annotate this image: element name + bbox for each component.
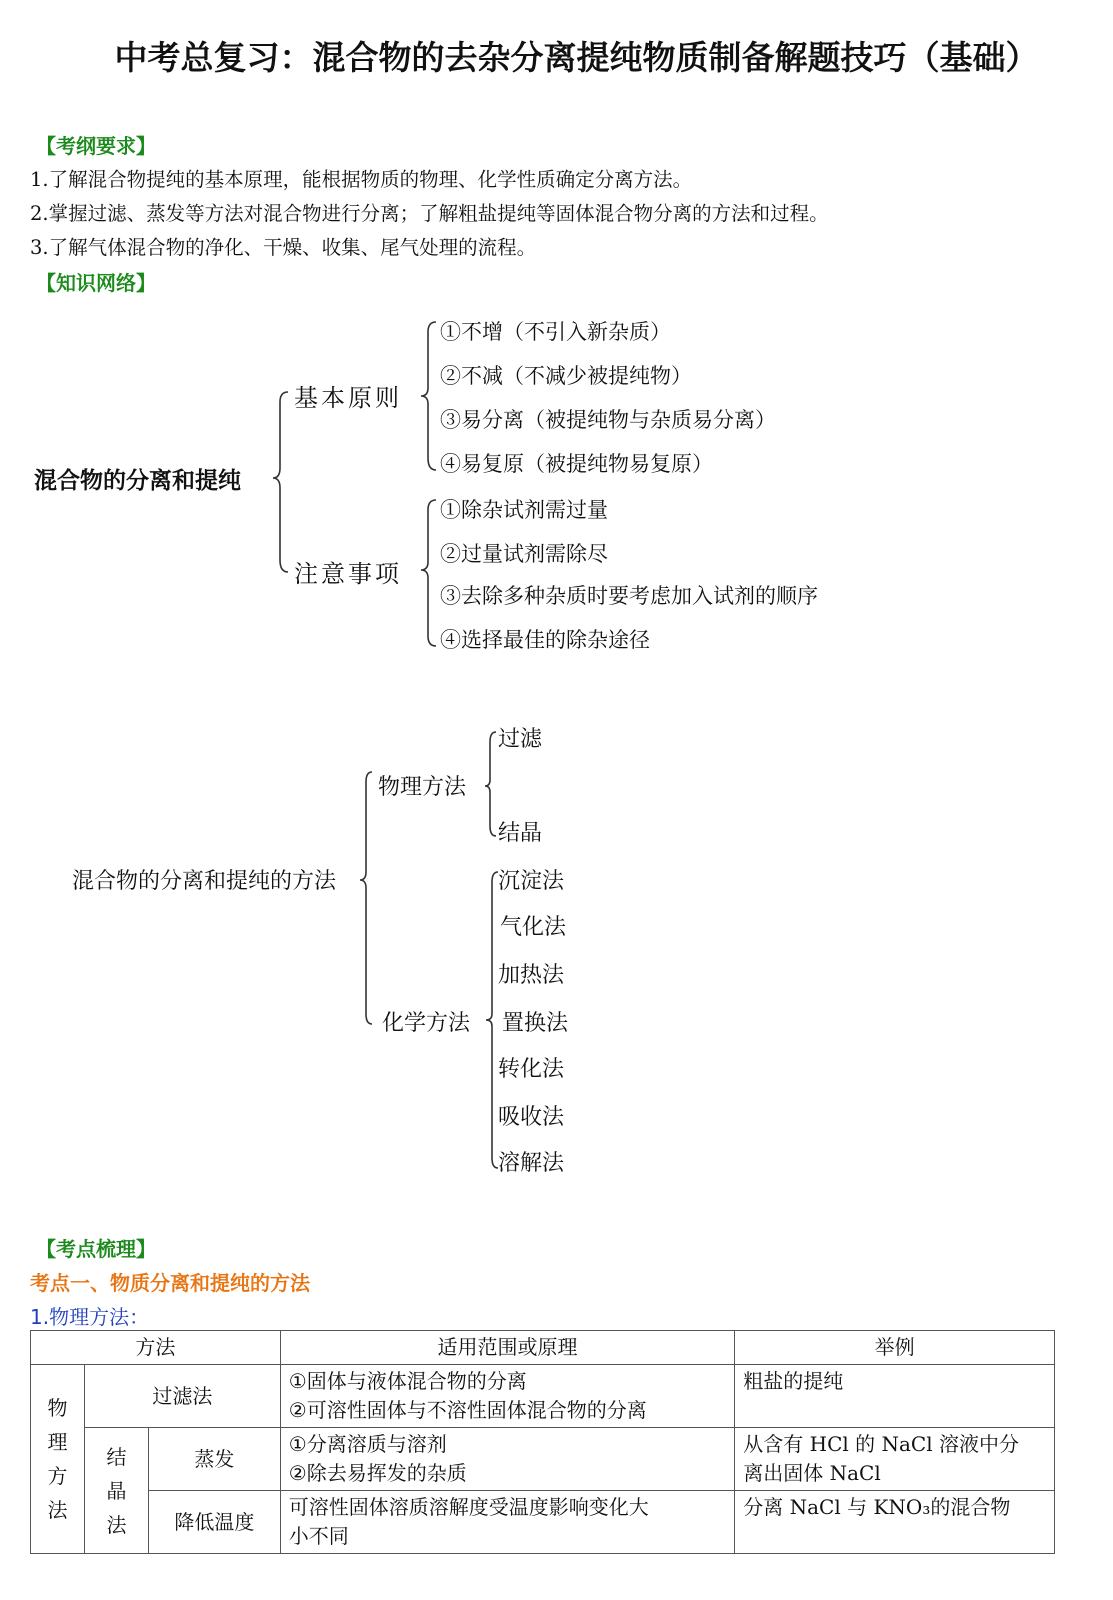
diagram2-item: 加热法: [498, 963, 565, 988]
diagram2-item: 沉淀法: [498, 869, 565, 894]
diagram1-item: ①不增（不引入新杂质）: [440, 320, 671, 344]
points-heading: 【考点梳理】: [36, 1237, 156, 1261]
principle-cell: [280, 1365, 734, 1428]
syllabus-heading: 【考纲要求】: [36, 134, 156, 158]
principle-line: ②可溶性固体与不溶性固体混合物的分离: [288, 1398, 647, 1422]
point1-heading: 考点一、物质分离和提纯的方法: [30, 1271, 310, 1295]
diagram2-item: 置换法: [502, 1011, 569, 1036]
page-title: 中考总复习：混合物的去杂分离提纯物质制备解题技巧（基础）: [114, 38, 1039, 77]
example-line: 离出固体 NaCl: [743, 1461, 881, 1485]
diagram2-item: 转化法: [498, 1057, 565, 1082]
example-cell: [735, 1428, 1055, 1491]
diagram1-item: ②不减（不减少被提纯物）: [440, 364, 692, 388]
principle-line: 小不同: [288, 1524, 349, 1548]
crystal-label: 结 晶 法: [106, 1444, 127, 1537]
principle-cell: [280, 1428, 734, 1491]
category-cell: [31, 1365, 85, 1554]
diagram2-item: 气化法: [500, 915, 567, 940]
syllabus-item: 1.了解混合物提纯的基本原理，能根据物质的物理、化学性质确定分离方法。: [30, 168, 693, 191]
table-row: [31, 1428, 1055, 1491]
diagram2-item: 过滤: [498, 727, 543, 752]
diagram2-group-label: 化学方法: [382, 1011, 471, 1036]
example-cell: [735, 1491, 1055, 1554]
method-cell: 降低温度: [148, 1491, 280, 1554]
syllabus-item: 3.了解气体混合物的净化、干燥、收集、尾气处理的流程。: [30, 236, 537, 259]
diagram2-root: 混合物的分离和提纯的方法: [72, 869, 337, 894]
diagram1-item: ③易分离（被提纯物与杂质易分离）: [440, 408, 776, 432]
diagram1-group-label: 基本原则: [294, 384, 402, 412]
diagram1-group-label: 注意事项: [294, 560, 402, 588]
diagram1-item: ④选择最佳的除杂途径: [440, 628, 650, 652]
principle-line: ①分离溶质与溶剂: [288, 1432, 447, 1456]
principle-cell: [280, 1491, 734, 1554]
example-line: 粗盐的提纯: [743, 1369, 844, 1393]
principle-line: ①固体与液体混合物的分离: [288, 1369, 527, 1393]
diagram2-item: 结晶: [498, 821, 543, 846]
diagram1-item: ③去除多种杂质时要考虑加入试剂的顺序: [440, 584, 818, 608]
sub1-heading: 1.物理方法：: [30, 1305, 150, 1329]
principle-line: 可溶性固体溶质溶解度受温度影响变化大: [288, 1495, 649, 1519]
diagram2-item: 溶解法: [498, 1151, 565, 1176]
table-row: [31, 1491, 1055, 1554]
table-header: 举例: [735, 1331, 1055, 1365]
example-cell: [735, 1365, 1055, 1428]
table-header: 方法: [31, 1331, 281, 1365]
example-line: 从含有 HCl 的 NaCl 溶液中分: [743, 1432, 1019, 1456]
diagram2-item: 吸收法: [498, 1105, 565, 1130]
network-heading: 【知识网络】: [36, 271, 156, 295]
crystal-cell: [84, 1428, 148, 1554]
category-label: 物 理 方 法: [47, 1396, 68, 1522]
table-row: [31, 1365, 1055, 1428]
diagram1-root: 混合物的分离和提纯: [34, 467, 241, 494]
diagram1-item: ④易复原（被提纯物易复原）: [440, 452, 713, 476]
method-cell: 蒸发: [148, 1428, 280, 1491]
diagram2-group-label: 物理方法: [378, 775, 467, 800]
example-line: 分离 NaCl 与 KNO₃的混合物: [743, 1495, 1011, 1519]
table-header: 适用范围或原理: [280, 1331, 734, 1365]
diagram1-item: ②过量试剂需除尽: [440, 542, 608, 566]
method-cell: 过滤法: [84, 1365, 280, 1428]
principle-line: ②除去易挥发的杂质: [288, 1461, 467, 1485]
diagram1-item: ①除杂试剂需过量: [440, 498, 608, 522]
table-header-row: [31, 1331, 1055, 1365]
syllabus-item: 2.掌握过滤、蒸发等方法对混合物进行分离；了解粗盐提纯等固体混合物分离的方法和过程。: [30, 202, 829, 225]
methods-table: [30, 1330, 1055, 1554]
